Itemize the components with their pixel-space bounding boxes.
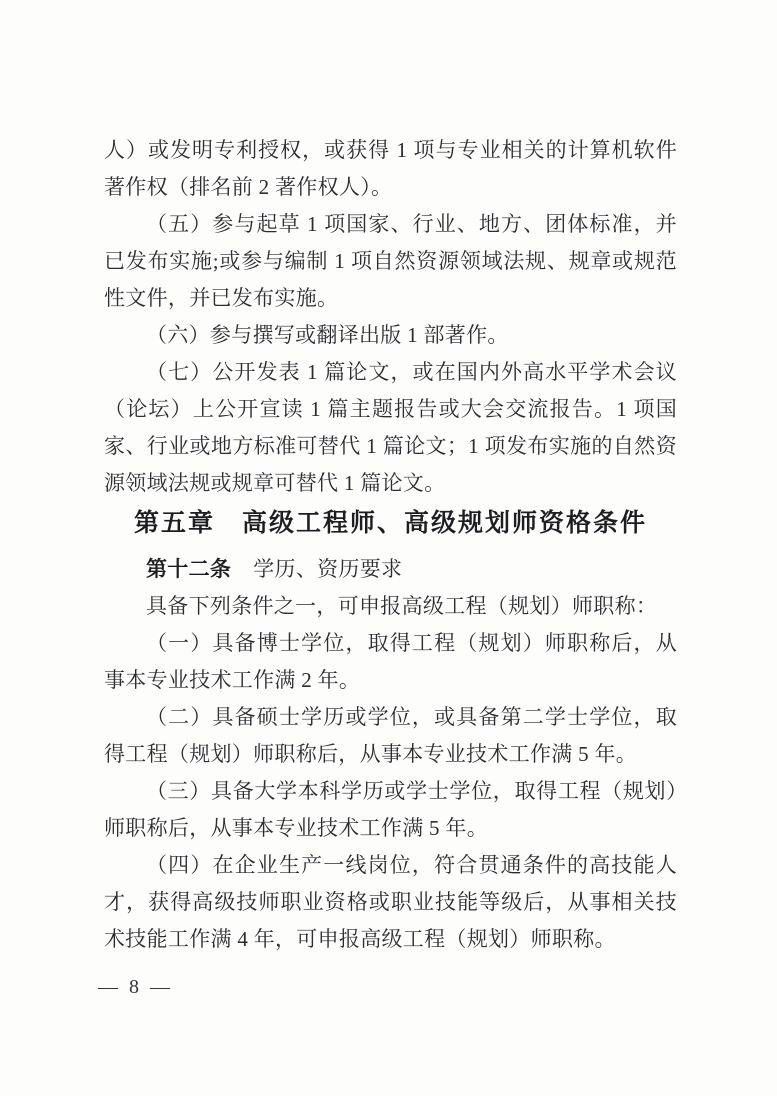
paragraph-continuation: 人）或发明专利授权，或获得 1 项与专业相关的计算机软件著作权（排名前 2 著作权人）。 (104, 138, 677, 199)
paragraph-item-2: （二）具备硕士学历或学位，或具备第二学士学位，取得工程（规划）师职称后，从事本专业技术工作满 5 年。 (104, 705, 677, 766)
chapter-heading: 第五章 高级工程师、高级规划师资格条件 (133, 509, 647, 537)
article-line (104, 551, 677, 588)
article-title: 学历、资历要求 (253, 557, 403, 581)
page-footer (98, 974, 173, 1000)
document-body (104, 132, 677, 958)
paragraph-item-4: （四）在企业生产一线岗位，符合贯通条件的高技能人才，获得高级技师职业资格或职业技能等级后，从事相关技术技能工作满 4 年，可申报高级工程（规划）师职称。 (104, 853, 677, 951)
paragraph-item-5: （五）参与起草 1 项国家、行业、地方、团体标准，并已发布实施;或参与编制 1 项自然资源领域法规、规章或规范性文件，并已发布实施。 (104, 212, 677, 310)
paragraph-item-1: （一）具备博士学位，取得工程（规划）师职称后，从事本专业技术工作满 2 年。 (104, 631, 677, 692)
article-number: 第十二条 (146, 558, 232, 581)
paragraph-intro: 具备下列条件之一，可申报高级工程（规划）师职称： (146, 594, 658, 618)
page-number: — 8 — (98, 976, 173, 998)
paragraph-item-6: （六）参与撰写或翻译出版 1 部著作。 (146, 323, 509, 347)
paragraph-item-3: （三）具备大学本科学历或学士学位，取得工程（规划）师职称后，从事本专业技术工作满 5 年。 (104, 779, 677, 840)
paragraph-item-7: （七）公开发表 1 篇论文，或在国内外高水平学术会议（论坛）上公开宣读 1 篇主题报告或大会交流报告。1 项国家、行业或地方标准可替代 1 篇论文；1 项发布实施的自然资源领域法规或规章可替代 1 篇论文。 (104, 360, 677, 495)
